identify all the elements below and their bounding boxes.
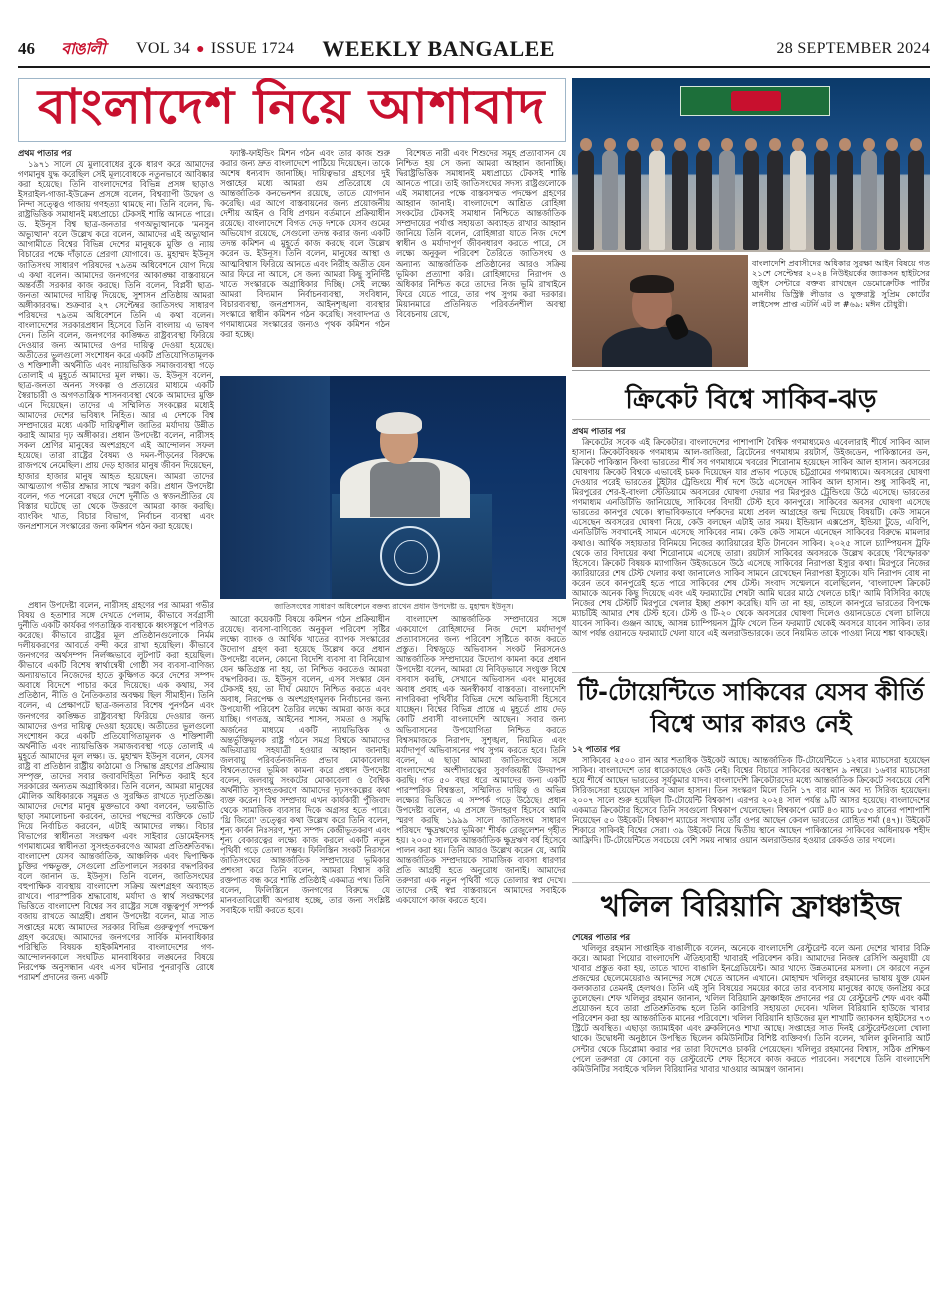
volume-issue [136, 40, 294, 58]
cricket-article-body [572, 426, 930, 668]
un-emblem-icon [380, 526, 440, 586]
person [602, 150, 618, 250]
main-article-column-1b [18, 600, 214, 1275]
main-headline-box [18, 78, 566, 142]
publication-name: WEEKLY BANGALEE [322, 36, 555, 61]
article-text: বিশেষত নারী এবং শিশুদের সমূহ প্রত্যাবাসন যে নিশ্চিত হয় সে জন্য আমরা আহ্বান জানাচ্ছি। দ্বিরাষ্ট্রভিত্তিক সমাধানই মধ্যপ্রাচ্যে টেকসই শান্তি আনতে পারে। তাই জাতিসংঘের সদস্য রাষ্ট্রগুলোকে এই সমাধানের পক্ষে বাস্তবসম্মত পদক্ষেপ গ্রহণের আহ্বান জানাই। বাংলাদেশে আশ্রিত রোহিঙ্গা সংকটের টেকসই সমাধান নিশ্চিতে আন্তর্জাতিক সম্প্রদায়ের পর্যাপ্ত সহায়তা অব্যাহত রাখার আহ্বান জানিয়ে তিনি বলেন, রোহিঙ্গারা যাতে নিজ দেশে স্বাধীন ও মর্যাদাপূর্ণ জীবনধারণ করতে পারে, সে লক্ষ্যে অনুকূল পরিবেশ তৈরিতে জাতিসংঘ ও অন্যান্য আন্তর্জাতিক প্রতিষ্ঠানের আরও সক্রিয় ভূমিকা প্রত্যাশা করি। রোহিঙ্গাদের নিরাপদ ও অধিকার নিশ্চিত করে তাদের নিজ ভূমি রাখাইনে ফিরে যেতে পারে, তার পথ সুগম করা দরকার। মিয়ানমারে প্রতিনিয়ত পরিবর্তনশীল অবস্থা বিবেচনায় রেখে, [396, 148, 566, 319]
seminar-banner [680, 86, 830, 116]
speaker-portrait-photo [572, 255, 748, 367]
person [719, 150, 735, 250]
speaker-vest [370, 462, 440, 517]
person [743, 150, 759, 250]
person [884, 150, 900, 250]
section-divider [572, 672, 930, 673]
issue-label: ISSUE 1724 [210, 40, 295, 57]
biryani-headline: খলিল বিরিয়ানি ফ্রাঞ্চাইজ [601, 889, 901, 923]
article-text: ফ্যাক্ট-ফাইন্ডিং মিশন গঠন এবং তার কাজ শুরু করার জন্য দ্রুত বাংলাদেশে পাঠিয়ে দিয়েছেন। তাকে অশেষ ধন্যবাদ জানাচ্ছি। দায়িত্বভার গ্রহণের দুই সপ্তাহের মধ্যে আমরা গুম প্রতিরোধে যে আন্তর্জাতিক কনভেনশন রয়েছে, তাতে যোগদান করেছি। এর আগে বাস্তবায়নের জন্য প্রয়োজনীয় দেশীয় আইন ও বিধি প্রণয়ন বর্তমানে প্রক্রিয়াধীন রয়েছে। বাংলাদেশে বিগত দেড় দশকে যেসব গুমের অভিযোগ রয়েছে, সেগুলো তদন্ত করার জন্য একটি তদন্ত কমিশন এ মুহূর্তে কাজ করছে বলে উল্লেখ করেন ড. ইউনূস। তিনি বলেন, মানুষের আস্থা ও আত্মবিশ্বাস ফিরিয়ে আনতে এবং নিরীহ অতীত যেন আর ফিরে না আসে, সে জন্য আমরা কিছু সুনির্দিষ্ট খাতে সংস্কারকে অগ্রাধিকার দিচ্ছি। সেই লক্ষ্যে আমরা বিদ্যমান নির্বাচনব্যবস্থা, সংবিধান, বিচারব্যবস্থা, জনপ্রশাসন, আইনশৃঙ্খলা ব্যবস্থার সংস্কারে স্বাধীন কমিশন গঠন করেছি। সংবাদপত্র ও গণমাধ্যমের সংস্কারের জন্যও পৃথক কমিশন গঠন করা হচ্ছে। [220, 148, 390, 339]
seminar-caption: বাংলাদেশি প্রবাসীদের অধিকার সুরক্ষা আইন বিষয়ে গত ২১শে সেপ্টেম্বর ২০২৪ নিউইয়র্কের জ্যাকসন হাইটসের জুইস সেন্টারে বক্তব্য রাখছেন ডেমোক্রেটিক পার্টির মাননীয় ডিস্ট্রিক্ট লীডার ও যুক্তরাষ্ট্র সুপ্রিম কোর্টের লাইসেন্স প্রাপ্ত এটর্নি এট ল #৬৯: মঈন চৌধুরী। [752, 258, 930, 309]
article-text: প্রধান উপদেষ্টা বলেন, নারীসহ গ্রহণের পর আমরা গভীর বিষয় ও হতাশার সঙ্গে দেখতে পেলাম, কীভাবে সর্বগ্রাসী দুর্নীতি একটি কার্যকর গণতান্ত্রিক ব্যবস্থাকে ধ্বংসস্তূপে পরিণত করেছে। কীভাবে রাষ্ট্রের মূল প্রতিষ্ঠানগুলোকে নির্মম দলীয়করণের আবর্তে বন্দী করে রাখা হয়েছিল। কীভাবে জনগণের অর্থসম্পদ নির্লজ্জভাবে লুটপাট করা হয়েছিল। কীভাবে একটি বিশেষ স্বার্থান্বেষী গোষ্ঠী সব ব্যবসা-বাণিজ্য অন্যায়ভাবে নিজেদের হাতে কুক্ষিগত করে দেশের সম্পদ অবাধে বিদেশে পাচার করে দিয়েছে। এক কথায়, সব প্রতিষ্ঠান, নীতি ও নৈতিকতার অবক্ষয় ছিল সীমাহীন। তিনি বলেন, এ প্রেক্ষাপটে ছাত্র-জনতার বিশেষ পুনর্গঠন এবং জনগণের কাঙ্ক্ষিত রাষ্ট্রব্যবস্থা ফিরিয়ে দেওয়ার জন্য আমাদের ওপর দায়িত্ব দেওয়া হয়েছে। অতীতের ভুলগুলো সংশোধন করে একটি প্রতিযোগিতামূলক ও শক্তিশালী অর্থনীতি এবং ন্যায়ভিত্তিক সমাজব্যবস্থা গড়ে তোলাই এ মুহূর্তে আমাদের মূল লক্ষ্য। ড. মুহাম্মদ ইউনূস বলেন, যেসব রাষ্ট্র বা প্রতিষ্ঠান রাষ্ট্রীয় কাঠামো ও সিদ্ধান্ত গ্রহণের প্রক্রিয়ায় সম্পৃক্ত, তাদের সবার জবাবদিহিতা নিশ্চিত করাই হবে সরকারের অন্যতম অগ্রাধিকার। তিনি বলেন, আমরা মানুষের মৌলিক অধিকারকে সমুন্নত ও সুরক্ষিত রাখতে দৃঢ়প্রতিজ্ঞ। আমাদের দেশের মানুষ মুক্তভাবে কথা বলবেন, ভয়ভীতি ছাড়া সমালোচনা করবেন, তাদের পছন্দের ব্যক্তিকে ভোট দিয়ে নির্বাচিত করবেন, এটাই আমাদের লক্ষ্য। বিচার বিভাগের স্বাধীনতা সংরক্ষণ এবং সাইবার ডোমেইনসহ গণমাধ্যমের স্বাধীনতা সুসংহতকরণেও আমরা প্রতিশ্রুতিবদ্ধ। বাংলাদেশ যেসব আন্তর্জাতিক, আঞ্চলিক এবং দ্বিপাক্ষিক চুক্তির পক্ষভুক্ত, সেগুলো প্রতিপালনে সরকার বদ্ধপরিকর বলে জানান ড. ইউনূস। তিনি বলেন, জাতিসংঘের বহুপাক্ষিক ব্যবস্থায় বাংলাদেশ সক্রিয় অংশগ্রহণ অব্যাহত রাখবে। পারস্পরিক শ্রদ্ধাবোধ, মর্যাদা ও স্বার্থ সংরক্ষণের ভিত্তিতে বাংলাদেশ বিশ্বের সব রাষ্ট্রের সঙ্গে বন্ধুত্বপূর্ণ সম্পর্ক বজায় রাখতে আগ্রহী। প্রধান উপদেষ্টা বলেন, মাত্র সাত সপ্তাহের মধ্যে আমাদের সরকার বিভিন্ন গুরুত্বপূর্ণ পদক্ষেপ গ্রহণ করেছে। আমাদের জনগণের সার্বিক মানবাধিকার পরিস্থিতি বিষয়ক হাইকমিশনার বাংলাদেশের গণ-আন্দোলনকালে সংঘটিত মানবাধিকার লঙ্ঘনের বিষয়ে নিরপেক্ষ অনুসন্ধান এবং এসব ঘটনার পুনরাবৃত্তি রোধে পরামর্শ প্রদানের জন্য একটি [18, 600, 214, 982]
biryani-article-body [572, 932, 930, 1275]
main-headline: বাংলাদেশ নিয়ে আশাবাদ [38, 78, 546, 135]
person [767, 150, 783, 250]
marble-backdrop [220, 376, 330, 599]
bullet-icon: ● [196, 42, 205, 57]
speaker-hair [630, 275, 674, 293]
main-article-column-2b [220, 614, 390, 1275]
person [814, 150, 830, 250]
article-text: খলিলুর রহমান সাপ্তাহিক বাঙালীকে বলেন, অনেকে বাংলাদেশি রেস্টুরেন্ট বলে অন্য দেশের খাবার বিক্রি করে। আমরা পিয়োর বাংলাদেশি ঐতিহ্যবাহী খাবারই পরিবেশন করি। আমাদের নিজস্ব রেসিপি অনুযায়ী যে খাবার প্রস্তুত করা হয়, তাতে খাদ্যে বাঙালি ইনগ্রেডিয়েন্ট। আর খাদ্যে উন্নতমানের মসলা। সে কারণে নতুন প্রজন্মের ছেলেমেয়েরাও আনন্দের সঙ্গে খেতে আসেন এখানে। মোহাম্মদ খলিলুর রহমানের ভাষায় যুক্ত যেমন কলকাতার তেমনই হেলথও। তিনি এই সুনি বিষয়ের সময়ের কারে তার ব্যবসায় মানুষের কাছে জনপ্রিয় করে তুলেছেন। শেফ খলিলুর রহমান জানান, খলিল বিরিয়ানি ফ্রাঞ্চাইজ প্রদানের পর যে রেস্টুরেন্ট শেফ এবং কর্মী প্রয়োজন হবে তারা প্রতিশ্রুতিবদ্ধ হলে তিনি কারিগরি সহায়তা দেবেন। খলিল বিরিয়ানি হাউজে খাবার পরিবেশন করা হয় আন্তর্জাতিক মানের পরিবেশে। খলিল বিরিয়ানি হাউজের মূল শাখাটি জ্যাকসন হাইটসের ৭৩ স্ট্রিটে অবস্থিত। এছাড়া জ্যামাইকা এবং ব্রুকলিনেও শাখা আছে। সপ্তাহের সাত দিনই রেস্টুরেন্টগুলো খোলা থাকে। উদ্বোধনী অনুষ্ঠানে উপস্থিত ছিলেন কমিউনিটির বিশিষ্ট ব্যক্তিবর্গ। তিনি বলেন, খলিল কুলিনারি আর্ট সেন্টার থেকে ডিপ্লোমা করার পর তারা বিদেশেও চাকরি পেয়েছেন। খলিলুর রহমানের বিশ্বাস, সঠিক প্রশিক্ষণ পেলে তরুণরা যে কোনো বড় রেস্টুরেন্টে শেফ হিসেবে কাজ করতে পারবেন। সবশেষে তিনি বাংলাদেশি কমিউনিটির সবাইকে খলিল বিরিয়ানির খাবার খাওয়ার আমন্ত্রণ জানান। [572, 943, 930, 1074]
page-header [18, 34, 930, 64]
t20-article-body [572, 744, 930, 880]
person [908, 150, 924, 250]
publication-logo: বাঙালী [61, 38, 105, 58]
person [837, 150, 853, 250]
article-text: ক্রিকেটের সবেক এই ক্রিকেটার। বাংলাদেশের পাশাপাশি বৈশ্বিক গণমাধ্যমেও এবেলারাই শীর্ষে সাকিব আল হাসান। ক্রিকেটবিষয়ক গণমাধ্যম আল-জাজিরা, ব্রিটেনের গণমাধ্যম রয়টার্স, উইজডেন, পাকিস্তানের ডন, ক্রিকেট পাকিস্তান কিংবা ভারতের শীর্ষ সব গণমাধ্যমে খবরের শিরোনাম হয়েছেন সাকিব আল হাসান। অবসরের ঘোষণায় ক্রিকেট বিশ্বকে এভাবেই চমক দিয়েছেন যার প্রভাব পড়েছে চট্টগ্রামের গণমাধ্যমে। অবসরের ঘোষণা দেওয়ার পরেই ভারতের টুইটার ট্রেন্ডিংয়ে শীর্ষ দশে উঠে এসেছেন সাকিব আল হাসান। শুধু সাকিবই না, মিরপুরের শের-ই-বাংলা স্টেডিয়ামে অবসরের ঘোষণা দেয়ার পর মিরপুরও ট্রেন্ডিংয়ে উঠে এসেছে। ভারতের গণমাধ্যম এনডিটিভি জানিয়েছে, সাকিবের বিদায়ী টেস্ট হবে কানপুরে। সাকিবের অবসর ঘোষণা এসেছে ভারতের কানপুর থেকে। স্বাভাবিকভাবে দর্শকদের মধ্যে প্রবল আগ্রহের জন্ম দিয়েছে বিষয়টি। কেউ সামনে এসেছেন অবসরের ঘোষণা নিয়ে, কেউ বলছেন এটাই তার সময়। ইন্ডিয়ান এক্সপ্রেস, ইন্ডিয়া টুডে, এবিপি, এনডিটিভি সবখানেই সামনে এসেছে সাকিবের নাম। কেউ কেউ সামনে এনেছেন সাকিবের বিরুদ্ধে মামলার কথাও। আর্থিক সহায়তার বিনিময়ে নিজের ক্যারিয়ারের ইতি টানবেন সাকিব। ২০২৫ সালে চ্যাম্পিয়নস ট্রফি থেকে তার বিদায়ের কথা শিরোনামে এসেছে তারা। রয়টার্স সাকিবের অবসরকে উল্লেখ করেছে 'বিস্ফোরক' হিসেবে। ক্রিকেট বিষয়ক ম্যাগাজিন উইজডেনে উঠে এসেছে সাকিবের নিরাপত্তা ইস্যুর কথা। মিরপুরে নিজের ক্যারিয়ারের শেষ টেস্ট খেলার কথা জানালেও সাকিব সামনে রেখেছেন নিরাপত্তা ইস্যুকে। যদি নিরাপদ বোধ না করেন তবে কানপুরেই হতে পারে সাকিবের শেষ টেস্ট। সংবাদ সম্মেলনে বলেছিলেন, 'বাংলাদেশ ক্রিকেট আমাকে অনেক কিছু দিয়েছে এবং এই ফরম্যাটের শেষটা আমি ঘরের মাঠে খেলতে চাই।' আমি বিসিবির কাছে নিজের শেষ টেস্টটি মিরপুরে খেলার ইচ্ছা প্রকাশ করেছি। যদি তা না হয়, তাহলে কানপুরে ভারতের বিপক্ষে ম্যাচটিই আমার শেষ টেস্ট হবে। টেস্ট ও টি-২০ থেকে অবসরের ঘোষণা দিলেও ওয়ানডেতে খেলা চালিয়ে যাবেন সাকিব। গুঞ্জন আছে, আসন্ন চ্যাম্পিয়নস ট্রফি খেলে তিন ফরম্যাট থেকেই অবসরে যাবেন সাকিব। তার আগ পর্যন্ত ওয়ানডে ফরম্যাটে খেলা যাবে এই অলরাউন্ডারকে। তবে নিয়মিত তাকে পাওয়া নিয়ে শঙ্কা থাকছেই। [572, 437, 930, 638]
volume-label: VOL 34 [136, 40, 191, 57]
main-article-column-1 [18, 148, 214, 596]
main-article-column-3b [396, 614, 566, 1275]
main-article-column-2 [220, 148, 390, 372]
person [861, 150, 877, 250]
article-text: বাংলাদেশ আন্তর্জাতিক সম্প্রদায়ের সঙ্গে একযোগে রোহিঙ্গাদের নিজ দেশে মর্যাদাপূর্ণ প্রত্যাবাসনের জন্য পরিবেশ সৃষ্টিতে কাজ করতে প্রস্তুত। বিশ্বজুড়ে অভিবাসন সংকট নিরসনেও আন্তর্জাতিক সম্প্রদায়ের উদ্যোগ কামনা করে প্রধান উপদেষ্টা বলেন, আমরা যে নিবিড়ভাবে সংযুক্ত বিশ্বে বসবাস করছি, সেখানে অভিবাসন এবং মানুষের অবাধ প্রবাহ এক অনস্বীকার্য বাস্তবতা। বাংলাদেশি নাগরিকরা পৃথিবীর বিভিন্ন দেশে অভিবাসী হিসেবে যাচ্ছেন। বিশ্বের বিভিন্ন প্রান্তে এ মুহূর্তে প্রায় দেড় কোটি প্রবাসী বাংলাদেশি আছেন। সবার জন্য অভিবাসনের উপযোগিতা নিশ্চিত করতে বিশ্বসমাজকে নিরাপদ, সুশৃঙ্খল, নিয়মিত এবং মর্যাদাপূর্ণ অভিবাসনের পথ সুগম করতে হবে। তিনি বলেন, এ ছাড়া আমরা জাতিসংঘের সঙ্গে বাংলাদেশের অংশীদারত্বের সুবর্ণজয়ন্তী উদযাপন করছি। গত ৫০ বছর ধরে আমাদের জন্য একটি পারস্পরিক বিশ্বস্ততা, সম্মিলিত দায়িত্ব ও অভিন্ন লক্ষ্যের ভিত্তিতে এ সম্পর্ক গড়ে উঠেছে। প্রধান উপদেষ্টা বলেন, এ প্রসঙ্গে উদাহরণ হিসেবে আমি স্মরণ করছি ১৯৯৯ সালে জাতিসংঘ সাধারণ পরিষদে 'ক্ষুদ্রঋণের ভূমিকা' শীর্ষক রেজুলেশন গৃহীত হয়। ২০০৫ সালকে আন্তর্জাতিক ক্ষুদ্রঋণ বর্ষ হিসেবে পালন করা হয়। তিনি আরও উল্লেখ করেন যে, আমি আন্তর্জাতিক সম্প্রদায়কে সামাজিক ব্যবসা ধারণার প্রতি আগ্রহী হতে অনুরোধ জানাই। আমাদের তরুণরা এক নতুন পৃথিবী গড়ে তোলার স্বপ্ন দেখে। তাদের সেই স্বপ্ন বাস্তবায়নে আমাদের সবাইকে একযোগে কাজ করতে হবে। [396, 614, 566, 906]
person [790, 150, 806, 250]
section-divider [572, 370, 930, 371]
article-text: ১৯৭১ সালে যে মুলাবোধের বুকে ধারণ করে আমাদের গণমানুষ যুদ্ধ করেছিল সেই মূল্যবোধকে নতুনভাবে আবিষ্কার করা হয়েছে। তিনি বাংলাদেশের বিভিন্ন প্রসঙ্গ ছাড়াও ইসরাইল-গাজা-ইউক্রেন প্রসঙ্গে বলেন, বিশ্বব্যাপী উদ্বেগ ও নিন্দা সত্ত্বেও গাজায় গণহত্যা থামছে না। তিনি বলেন, দ্বি-রাষ্ট্রভিত্তিক সমাধানই মধ্যপ্রাচ্যে টেকসই শান্তি আনতে পারে। ড. ইউনূস বিশ্ব ছাত্র-জনতার গণঅভ্যুত্থানকে 'মনসুন অভ্যুত্থান' বলে উল্লেখ করে বলেন, আমাদের এই অভ্যুত্থান আগামীতে বিশ্বের বিভিন্ন দেশের মানুষকে মুক্তি ও ন্যায় বিচারের পক্ষে দাঁড়াতে প্রেরণা যোগাবে। ড. মুহাম্মদ ইউনূস জাতিসংঘ সাধারণ পরিষদের ৭৯তম অধিবেশনে যোগ দিয়ে এ কথা বলেন। আমাদের জনগণের আকাঙ্ক্ষা বাস্তবায়নে অন্তর্বর্তী সরকার কাজ করছে। তিনি বলেন, বিপ্লবী ছাত্র-জনতা আমাদের দায়িত্ব দিয়েছে, সুশাসন প্রতিষ্ঠায় আমরা অঙ্গীকারবদ্ধ। শুক্রবার ২৭ সেপ্টেম্বর জাতিসংঘ সাধারণ পরিষদের ৭৯তম অধিবেশনে তিনি এ কথা বলেন। বাংলাদেশের সরকারপ্রধান হিসেবে তিনি বাংলায় এ ভাষণ দেন। তিনি বলেন, জনগণের কাঙ্ক্ষিত রাষ্ট্রব্যবস্থা ফিরিয়ে দেওয়ার জন্য আমাদের ওপর দায়িত্ব দেওয়া হয়েছে। অতীতের ভুলগুলো সংশোধন করে একটি প্রতিযোগিতামূলক ও শক্তিশালী অর্থনীতি এবং ন্যায়ভিত্তিক সমাজব্যবস্থা গড়ে তোলাই এ মুহূর্তে আমাদের মূল লক্ষ্য। ড. ইউনূস বলেন, ছাত্র-জনতা অনন্য সংকল্প ও প্রত্যয়ের মাধ্যমে একটি স্বৈরাচারী ও অগণতান্ত্রিক শাসনব্যবস্থা থেকে আমাদের মুক্তি এনে দিয়েছেন। তাদের এ সম্মিলিত সংকল্পের মধ্যেই আমাদের দেশের ভবিষ্যৎ নিহিত। আর এ দেশকে বিশ্ব সম্প্রদায়ের মধ্যে একটি দায়িত্বশীল জাতির মর্যাদায় উন্নীত করাই আমার দৃঢ় অঙ্গীকার। প্রধান উপদেষ্টা বলেন, নারীসহ সকল শ্রেণির মানুষের অংশগ্রহণে এই আন্দোলন সফল হয়েছে। তারা রাষ্ট্রের বৈষম্য ও দমন-পীড়নের বিরুদ্ধে রাজপথে নেমেছিল। প্রায় দেড় হাজার মানুষ জীবন দিয়েছেন, হাজার হাজার মানুষ আহত হয়েছেন। আমরা তাদের আত্মত্যাগ গভীর শ্রদ্ধার সাথে স্মরণ করি। প্রধান উপদেষ্টা বলেন, গত পনেরো বছরে দেশে দুর্নীতি ও স্বজনপ্রীতির যে বিস্তার ঘটেছে তা থেকে উত্তরণে আমরা কাজ করছি। ব্যাংকিং খাত, বিচার বিভাগ, নির্বাচন ব্যবস্থা এবং জনপ্রশাসনে সংস্কারের জন্য কমিশন গঠন করা হয়েছে। [18, 159, 214, 531]
person [696, 150, 712, 250]
photo-caption: জাতিসংঘের সাধারণ অধিবেশনে বক্তব্য রাখেন প্রধান উপদেষ্টা ড. মুহাম্মদ ইউনূস। [274, 602, 514, 611]
continuation-label: শেষের পাতার পর [572, 932, 630, 942]
un-assembly-photo [220, 376, 566, 599]
article-text: সাকিবের ২৫০০ রান আর শতাধিক উইকেট আছে। আন্তর্জাতিক টি-টোয়েন্টিতে ১২বার ম্যাচসেরা হয়েছেন সাকিব। বাংলাদেশে তার ধারেকাছেও কেউ নেই। বিশ্বের বিচারে সাকিবের অবস্থান ৯ নম্বরে। ১৬বার ম্যাচসেরা হয়ে শীর্ষে আছেন ভারতের সূর্যকুমার যাদব। বাংলাদেশি ক্রিকেটারদের মধ্যে আন্তর্জাতিক ক্রিকেটে সবচেয়ে বেশি সিরিজসেরা হয়েছেন সাকিব আল হাসান। তিন সংস্করণ মিলে তিনি ১৭ বার ম্যান অব দ্য সিরিজ হয়েছেন। ২০০৭ সালে শুরু হয়েছিল টি-টোয়েন্টি বিশ্বকাপ। এরপর ২০২৪ সাল পর্যন্ত ৯টি আসর হয়েছে। বাংলাদেশের একমাত্র ক্রিকেটার হিসেবে তিনি সবগুলো বিশ্বকাপ খেলেছেন। বিশ্বকাপে মোট ৪৩ ম্যাচ ৮৫৩ রানের পাশাপাশি নিয়েছেন ৫০ উইকেট। বিশ্বকাপ ম্যাচের সংখ্যায় তাঁর ওপর আছেন কেবল ভারতের রোহিত শর্মা (৪৭)। উইকেট শিকারে সাকিবই বিশ্বের সেরা। ৩৯ উইকেট নিয়ে দ্বিতীয় স্থানে আছেন পাকিস্তানের সাকিবের অধিনায়ক শহীদ আফ্রিদি। টি-টোয়েন্টিতে সবচেয়ে বেশি সময় নাম্বার ওয়ান অলরাউন্ডার হওয়ার রেকর্ডও তার দখলে। [572, 755, 930, 846]
continuation-label: প্রথম পাতার পর [572, 426, 626, 436]
person [672, 150, 688, 250]
person [649, 150, 665, 250]
main-article-column-3 [396, 148, 566, 372]
group-of-people [578, 128, 924, 250]
speaker-hair [376, 412, 422, 434]
seminar-group-photo [572, 78, 930, 252]
page-number: 46 [18, 39, 35, 58]
section-divider [572, 882, 930, 883]
person [625, 150, 641, 250]
continuation-label: প্রথম পাতার পর [18, 148, 72, 158]
issue-date: 28 SEPTEMBER 2024 [776, 40, 930, 57]
cricket-headline: ক্রিকেট বিশ্বে সাকিব-ঝড় [572, 380, 930, 420]
speaker-suit [602, 327, 712, 367]
article-text: আরো কয়েকটি বিষয়ে কমিশন গঠন প্রক্রিয়াধীন রয়েছে। ব্যবসা-বাণিজ্যে অনুকূল পরিবেশ সৃষ্টির লক্ষ্যে ব্যাংক ও আর্থিক খাতের ব্যাপক সংস্কারের উদ্যোগ গ্রহণ করা হয়েছে উল্লেখ করে প্রধান উপদেষ্টা বলেন, কোনো বিদেশি ব্যবসা বা বিনিয়োগ যেন ক্ষতিগ্রস্ত না হয়, তা নিশ্চিত করতেও আমরা বদ্ধপরিকর। ড. ইউনূস বলেন, এসব সংস্কার যেন টেকসই হয়, তা দীর্ঘ মেয়াদে নিশ্চিত করতে এবং অবাধ, নিরপেক্ষ ও অংশগ্রহণমূলক নির্বাচনের জন্য উপযোগী পরিবেশ তৈরির লক্ষ্যে আমরা কাজ করে যাচ্ছি। গণতন্ত্র, আইনের শাসন, সমতা ও সমৃদ্ধি অর্জনের মাধ্যমে একটি ন্যায়ভিত্তিক ও অন্তর্ভুক্তিমূলক রাষ্ট্র গঠনে সমগ্র বিশ্বকে আমাদের অভিযাত্রায় সহযাত্রী হওয়ার আহ্বান জানাই। জলবায়ু পরিবর্তনজনিত প্রভাব মোকাবেলায় বিশ্বনেতাদের ভূমিকা কামনা করে প্রধান উপদেষ্টা বলেন, জলবায়ু সংকটের মোকাবেলা ও বৈশ্বিক অর্থনীতি সুসংহতকরণে আমাদের দৃঢ়সংকল্পের কথা ব্যক্ত করেন। বিশ্ব সম্প্রদায় এখন কার্যকারী পুঁজিবাদ থেকে সামাজিক ব্যবসার দিকে অগ্রসর হতে পারে। 'থ্রি জিরো' তত্ত্বের কথা উল্লেখ করে তিনি বলেন, শূন্য কার্বন নিঃসরণ, শূন্য সম্পদ কেন্দ্রীভূতকরণ এবং শূন্য বেকারত্বের লক্ষ্যে কাজ করলে একটি নতুন পৃথিবী গড়ে তোলা সম্ভব। ফিলিস্তিন সংকট নিরসনে জাতিসংঘের আন্তর্জাতিক সম্প্রদায়ের ভূমিকার প্রশংসা করে তিনি বলেন, আমরা বিশ্বাস করি রক্তপাত বন্ধ করে শান্তি প্রতিষ্ঠাই একমাত্র পথ। তিনি বলেন, ফিলিস্তিনে জনগণের বিরুদ্ধে যে মানবতাবিরোধী অপরাধ হচ্ছে, তার জন্য সংশ্লিষ্ট সবাইকে দায়ী করতে হবে। [220, 614, 390, 916]
person [578, 150, 594, 250]
continuation-label: ১২ পাতার পর [572, 744, 620, 754]
t20-headline: টি-টোয়েন্টিতে সাকিবের যেসব কীর্তি বিশ্বে আর কারও নেই [578, 678, 924, 738]
header-divider [18, 66, 930, 68]
